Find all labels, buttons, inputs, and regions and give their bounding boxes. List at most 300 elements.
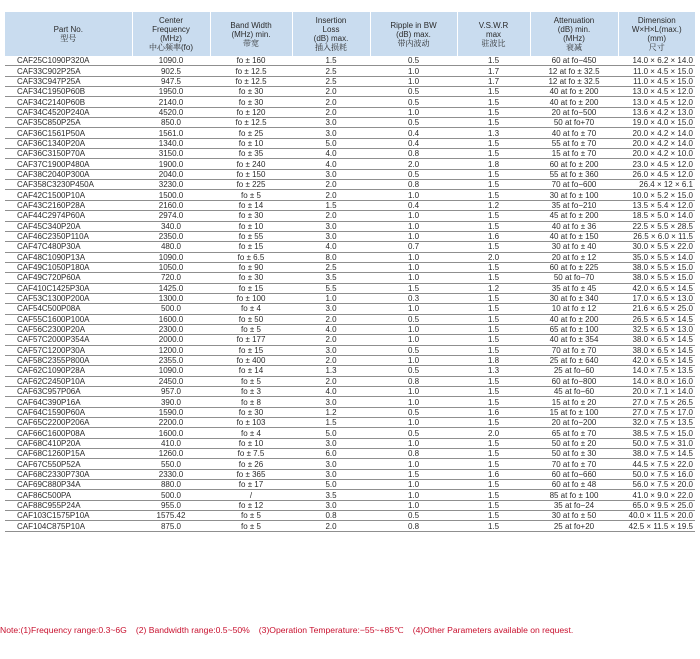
cell-insertion-loss: 3.0 <box>292 169 370 179</box>
cell-part-no: CAF410C1425P30A <box>5 283 132 293</box>
cell-center-frequency: 2040.0 <box>132 169 210 179</box>
table-row <box>5 314 695 324</box>
table-row <box>5 449 695 459</box>
cell-dimension: 23.0 × 4.5 × 12.0 <box>618 159 695 169</box>
cell-insertion-loss: 3.0 <box>292 128 370 138</box>
cell-insertion-loss: 3.0 <box>292 345 370 355</box>
cell-dimension: 35.0 × 5.5 × 14.0 <box>618 252 695 262</box>
cell-ripple: 1.0 <box>370 397 457 407</box>
table-header <box>5 12 695 56</box>
cell-vswr: 1.5 <box>457 511 530 521</box>
cell-attenuation: 65 at fo ± 70 <box>530 428 618 438</box>
cell-part-no: CAF68C410P20A <box>5 438 132 448</box>
cell-insertion-loss: 2.0 <box>292 180 370 190</box>
cell-band-width: / <box>210 490 292 500</box>
cell-ripple: 0.5 <box>370 314 457 324</box>
cell-band-width: fo ± 150 <box>210 169 292 179</box>
cell-attenuation: 60 at fo ± 200 <box>530 159 618 169</box>
cell-center-frequency: 2350.0 <box>132 231 210 241</box>
cell-part-no: CAF104C875P10A <box>5 521 132 531</box>
spec-table-container <box>5 12 695 532</box>
cell-ripple: 0.8 <box>370 180 457 190</box>
cell-vswr: 1.5 <box>457 107 530 117</box>
cell-part-no: CAF62C1090P28A <box>5 366 132 376</box>
cell-insertion-loss: 2.0 <box>292 521 370 531</box>
cell-insertion-loss: 1.5 <box>292 418 370 428</box>
cell-ripple: 0.3 <box>370 293 457 303</box>
cell-attenuation: 50 at fo−70 <box>530 273 618 283</box>
cell-vswr: 1.6 <box>457 407 530 417</box>
header-vswr-line: max <box>485 29 502 39</box>
cell-part-no: CAF358C3230P450A <box>5 180 132 190</box>
cell-dimension: 38.0 × 5.5 × 15.0 <box>618 262 695 272</box>
cell-vswr: 1.7 <box>457 66 530 76</box>
cell-attenuation: 40 at fo ± 36 <box>530 221 618 231</box>
cell-center-frequency: 902.5 <box>132 66 210 76</box>
cell-attenuation: 55 at fo ± 360 <box>530 169 618 179</box>
cell-part-no: CAF38C2040P300A <box>5 169 132 179</box>
cell-dimension: 56.0 × 7.5 × 20.0 <box>618 480 695 490</box>
table-row <box>5 118 695 128</box>
cell-dimension: 42.0 × 6.5 × 14.5 <box>618 283 695 293</box>
cell-insertion-loss: 3.0 <box>292 231 370 241</box>
cell-band-width: fo ± 7.5 <box>210 449 292 459</box>
cell-center-frequency: 2974.0 <box>132 211 210 221</box>
cell-dimension: 27.0 × 7.5 × 26.5 <box>618 397 695 407</box>
cell-band-width: fo ± 50 <box>210 314 292 324</box>
cell-vswr: 1.5 <box>457 56 530 66</box>
cell-center-frequency: 1090.0 <box>132 56 210 66</box>
cell-part-no: CAF37C1900P480A <box>5 159 132 169</box>
cell-center-frequency: 2330.0 <box>132 469 210 479</box>
header-center-frequency-line: 中心频率(fo) <box>149 43 193 52</box>
cell-ripple: 0.8 <box>370 376 457 386</box>
header-center-frequency-line: Center <box>158 16 183 25</box>
cell-dimension: 11.0 × 4.5 × 15.0 <box>618 66 695 76</box>
cell-vswr: 1.5 <box>457 438 530 448</box>
table-row <box>5 500 695 510</box>
cell-center-frequency: 3150.0 <box>132 149 210 159</box>
cell-ripple: 1.0 <box>370 500 457 510</box>
cell-attenuation: 30 at fo ± 50 <box>530 511 618 521</box>
cell-band-width: fo ± 30 <box>210 407 292 417</box>
table-row <box>5 76 695 86</box>
cell-attenuation: 40 at fo ± 150 <box>530 231 618 241</box>
cell-insertion-loss: 2.0 <box>292 376 370 386</box>
cell-dimension: 20.0 × 4.2 × 10.0 <box>618 149 695 159</box>
cell-part-no: CAF69C880P34A <box>5 480 132 490</box>
header-insertion-loss-line: 插入损耗 <box>315 43 347 52</box>
table-row <box>5 293 695 303</box>
cell-part-no: CAF86C500PA <box>5 490 132 500</box>
cell-part-no: CAF33C902P25A <box>5 66 132 76</box>
header-attenuation-line: (MHz) <box>563 34 585 43</box>
cell-attenuation: 50 at fo ± 30 <box>530 449 618 459</box>
cell-band-width: fo ± 12.5 <box>210 76 292 86</box>
cell-vswr: 1.5 <box>457 397 530 407</box>
cell-insertion-loss: 2.0 <box>292 87 370 97</box>
cell-attenuation: 45 at fo ± 200 <box>530 211 618 221</box>
table-row <box>5 149 695 159</box>
cell-part-no: CAF45C340P20A <box>5 221 132 231</box>
cell-attenuation: 35 at fo−210 <box>530 200 618 210</box>
cell-band-width: fo ± 5 <box>210 511 292 521</box>
cell-dimension: 11.0 × 4.5 × 15.0 <box>618 76 695 86</box>
cell-band-width: fo ± 30 <box>210 87 292 97</box>
cell-dimension: 32.0 × 7.5 × 13.5 <box>618 418 695 428</box>
cell-part-no: CAF54C500P08A <box>5 304 132 314</box>
cell-band-width: fo ± 10 <box>210 438 292 448</box>
cell-attenuation: 25 at fo ± 640 <box>530 355 618 365</box>
cell-ripple: 0.8 <box>370 521 457 531</box>
cell-band-width: fo ± 3 <box>210 387 292 397</box>
cell-band-width: fo ± 5 <box>210 521 292 531</box>
cell-insertion-loss: 1.5 <box>292 56 370 66</box>
table-row <box>5 335 695 345</box>
cell-insertion-loss: 3.0 <box>292 438 370 448</box>
header-dimension-line: W×H×L(max.) <box>631 25 682 34</box>
cell-insertion-loss: 5.5 <box>292 283 370 293</box>
cell-ripple: 1.0 <box>370 262 457 272</box>
cell-insertion-loss: 4.0 <box>292 159 370 169</box>
cell-dimension: 38.0 × 5.5 × 15.0 <box>618 273 695 283</box>
table-row <box>5 252 695 262</box>
cell-part-no: CAF68C1260P15A <box>5 449 132 459</box>
cell-part-no: CAF68C2330P730A <box>5 469 132 479</box>
cell-ripple: 0.5 <box>370 87 457 97</box>
cell-dimension: 14.0 × 6.2 × 14.0 <box>618 56 695 66</box>
filter-spec-table <box>5 12 695 532</box>
cell-part-no: CAF67C550P52A <box>5 459 132 469</box>
table-row <box>5 480 695 490</box>
table-row <box>5 469 695 479</box>
cell-insertion-loss: 2.0 <box>292 97 370 107</box>
cell-vswr: 2.0 <box>457 428 530 438</box>
cell-insertion-loss: 3.0 <box>292 304 370 314</box>
cell-band-width: fo ± 12.5 <box>210 118 292 128</box>
cell-part-no: CAF65C2200P206A <box>5 418 132 428</box>
cell-vswr: 1.5 <box>457 118 530 128</box>
cell-band-width: fo ± 14 <box>210 366 292 376</box>
cell-attenuation: 50 at fo ± 20 <box>530 438 618 448</box>
cell-center-frequency: 1090.0 <box>132 252 210 262</box>
cell-part-no: CAF88C955P24A <box>5 500 132 510</box>
table-row <box>5 418 695 428</box>
cell-attenuation: 12 at fo ± 32.5 <box>530 66 618 76</box>
table-row <box>5 87 695 97</box>
cell-vswr: 1.2 <box>457 200 530 210</box>
cell-insertion-loss: 2.0 <box>292 314 370 324</box>
header-band-width-line: Band Width <box>230 20 272 30</box>
cell-attenuation: 55 at fo ± 70 <box>530 138 618 148</box>
cell-part-no: CAF35C850P25A <box>5 118 132 128</box>
cell-band-width: fo ± 30 <box>210 211 292 221</box>
table-row <box>5 407 695 417</box>
cell-vswr: 1.5 <box>457 273 530 283</box>
cell-attenuation: 25 at fo+20 <box>530 521 618 531</box>
cell-center-frequency: 2300.0 <box>132 324 210 334</box>
cell-ripple: 0.8 <box>370 449 457 459</box>
cell-ripple: 0.5 <box>370 97 457 107</box>
cell-part-no: CAF56C2300P20A <box>5 324 132 334</box>
cell-attenuation: 70 at fo ± 70 <box>530 345 618 355</box>
cell-band-width: fo ± 30 <box>210 273 292 283</box>
cell-insertion-loss: 3.0 <box>292 500 370 510</box>
cell-band-width: fo ± 400 <box>210 355 292 365</box>
cell-vswr: 1.5 <box>457 490 530 500</box>
header-ripple <box>370 12 457 56</box>
cell-vswr: 1.6 <box>457 231 530 241</box>
table-row <box>5 159 695 169</box>
table-row <box>5 107 695 117</box>
cell-insertion-loss: 4.0 <box>292 242 370 252</box>
cell-band-width: fo ± 365 <box>210 469 292 479</box>
cell-center-frequency: 1500.0 <box>132 190 210 200</box>
header-dimension-line: (mm) <box>647 34 667 43</box>
cell-attenuation: 60 at fo−450 <box>530 56 618 66</box>
cell-dimension: 50.0 × 7.5 × 31.0 <box>618 438 695 448</box>
cell-center-frequency: 720.0 <box>132 273 210 283</box>
note-bandwidth-range: (2) Bandwidth range:0.5~50% <box>135 625 250 635</box>
cell-part-no: CAF36C1561P50A <box>5 128 132 138</box>
cell-vswr: 1.3 <box>457 366 530 376</box>
cell-ripple: 0.5 <box>370 366 457 376</box>
table-row <box>5 190 695 200</box>
table-row <box>5 397 695 407</box>
header-insertion-loss-line: Insertion <box>315 16 347 25</box>
cell-dimension: 30.0 × 5.5 × 22.0 <box>618 242 695 252</box>
table-row <box>5 355 695 365</box>
cell-band-width: fo ± 12.5 <box>210 66 292 76</box>
cell-vswr: 1.7 <box>457 76 530 86</box>
cell-center-frequency: 2160.0 <box>132 200 210 210</box>
cell-center-frequency: 1260.0 <box>132 449 210 459</box>
cell-band-width: fo ± 100 <box>210 293 292 303</box>
header-insertion-loss-line: (dB) max. <box>313 34 349 43</box>
note-other-parameters: (4)Other Parameters available on request. <box>412 625 574 635</box>
cell-insertion-loss: 3.0 <box>292 397 370 407</box>
cell-insertion-loss: 3.0 <box>292 118 370 128</box>
cell-vswr: 1.5 <box>457 149 530 159</box>
cell-ripple: 1.0 <box>370 211 457 221</box>
cell-center-frequency: 1900.0 <box>132 159 210 169</box>
cell-attenuation: 35 at fo ± 45 <box>530 283 618 293</box>
cell-dimension: 21.6 × 6.5 × 25.0 <box>618 304 695 314</box>
table-row <box>5 283 695 293</box>
cell-insertion-loss: 3.5 <box>292 273 370 283</box>
cell-vswr: 1.5 <box>457 387 530 397</box>
cell-ripple: 0.4 <box>370 128 457 138</box>
cell-part-no: CAF62C2450P10A <box>5 376 132 386</box>
cell-center-frequency: 1561.0 <box>132 128 210 138</box>
cell-insertion-loss: 1.0 <box>292 293 370 303</box>
cell-center-frequency: 4520.0 <box>132 107 210 117</box>
cell-insertion-loss: 6.0 <box>292 449 370 459</box>
cell-vswr: 1.8 <box>457 159 530 169</box>
cell-center-frequency: 1300.0 <box>132 293 210 303</box>
cell-center-frequency: 1050.0 <box>132 262 210 272</box>
cell-dimension: 38.0 × 6.5 × 14.5 <box>618 345 695 355</box>
cell-vswr: 1.5 <box>457 211 530 221</box>
cell-insertion-loss: 4.0 <box>292 149 370 159</box>
cell-insertion-loss: 2.0 <box>292 355 370 365</box>
cell-vswr: 1.5 <box>457 190 530 200</box>
cell-dimension: 13.0 × 4.5 × 12.0 <box>618 87 695 97</box>
table-row <box>5 97 695 107</box>
cell-insertion-loss: 2.5 <box>292 76 370 86</box>
cell-vswr: 2.0 <box>457 252 530 262</box>
cell-ripple: 1.0 <box>370 76 457 86</box>
cell-center-frequency: 550.0 <box>132 459 210 469</box>
cell-vswr: 1.6 <box>457 469 530 479</box>
cell-part-no: CAF46C2350P110A <box>5 231 132 241</box>
cell-band-width: fo ± 15 <box>210 283 292 293</box>
cell-dimension: 40.0 × 11.5 × 20.0 <box>618 511 695 521</box>
cell-insertion-loss: 2.0 <box>292 335 370 345</box>
cell-vswr: 1.5 <box>457 293 530 303</box>
header-attenuation-line: 衰减 <box>566 43 582 52</box>
cell-vswr: 1.5 <box>457 335 530 345</box>
cell-ripple: 1.0 <box>370 190 457 200</box>
cell-attenuation: 60 at fo ± 48 <box>530 480 618 490</box>
cell-band-width: fo ± 30 <box>210 97 292 107</box>
cell-ripple: 0.5 <box>370 169 457 179</box>
cell-insertion-loss: 3.0 <box>292 221 370 231</box>
cell-band-width: fo ± 225 <box>210 180 292 190</box>
cell-dimension: 20.0 × 4.2 × 14.0 <box>618 138 695 148</box>
cell-center-frequency: 955.0 <box>132 500 210 510</box>
cell-center-frequency: 1950.0 <box>132 87 210 97</box>
cell-dimension: 42.0 × 6.5 × 14.5 <box>618 355 695 365</box>
cell-band-width: fo ± 25 <box>210 128 292 138</box>
cell-part-no: CAF44C2974P60A <box>5 211 132 221</box>
cell-attenuation: 25 at fo−60 <box>530 366 618 376</box>
cell-center-frequency: 3230.0 <box>132 180 210 190</box>
cell-center-frequency: 2450.0 <box>132 376 210 386</box>
cell-center-frequency: 875.0 <box>132 521 210 531</box>
cell-attenuation: 20 at fo ± 12 <box>530 252 618 262</box>
cell-insertion-loss: 1.2 <box>292 407 370 417</box>
cell-ripple: 1.0 <box>370 459 457 469</box>
header-band-width-line: 带宽 <box>243 38 259 48</box>
cell-insertion-loss: 0.8 <box>292 511 370 521</box>
header-dimension-line: Dimension <box>637 16 676 25</box>
cell-band-width: fo ± 15 <box>210 345 292 355</box>
header-band-width-line: (MHz) min. <box>231 29 271 39</box>
cell-vswr: 1.5 <box>457 314 530 324</box>
cell-part-no: CAF55C1600P100A <box>5 314 132 324</box>
cell-insertion-loss: 2.0 <box>292 211 370 221</box>
cell-center-frequency: 850.0 <box>132 118 210 128</box>
cell-part-no: CAF57C1200P30A <box>5 345 132 355</box>
cell-part-no: CAF33C947P25A <box>5 76 132 86</box>
cell-dimension: 32.5 × 6.5 × 13.0 <box>618 324 695 334</box>
cell-part-no: CAF57C2000P354A <box>5 335 132 345</box>
cell-attenuation: 85 at fo ± 100 <box>530 490 618 500</box>
cell-band-width: fo ± 103 <box>210 418 292 428</box>
header-dimension <box>618 12 695 56</box>
cell-dimension: 38.0 × 6.5 × 14.5 <box>618 335 695 345</box>
cell-ripple: 1.0 <box>370 480 457 490</box>
cell-band-width: fo ± 120 <box>210 107 292 117</box>
header-attenuation <box>530 12 618 56</box>
cell-center-frequency: 2355.0 <box>132 355 210 365</box>
cell-ripple: 1.0 <box>370 273 457 283</box>
cell-center-frequency: 957.0 <box>132 387 210 397</box>
cell-center-frequency: 1600.0 <box>132 314 210 324</box>
cell-attenuation: 45 at fo−60 <box>530 387 618 397</box>
table-row <box>5 304 695 314</box>
header-row <box>5 12 695 56</box>
cell-band-width: fo ± 5 <box>210 376 292 386</box>
cell-dimension: 18.5 × 5.0 × 14.0 <box>618 211 695 221</box>
table-row <box>5 169 695 179</box>
cell-vswr: 1.5 <box>457 459 530 469</box>
cell-ripple: 1.0 <box>370 387 457 397</box>
header-part-no-line: 型号 <box>60 34 77 43</box>
cell-center-frequency: 880.0 <box>132 480 210 490</box>
cell-band-width: fo ± 160 <box>210 56 292 66</box>
header-dimension-line: 尺寸 <box>648 43 665 52</box>
cell-part-no: CAF53C1300P200A <box>5 293 132 303</box>
table-body <box>5 56 695 531</box>
cell-part-no: CAF36C3150P70A <box>5 149 132 159</box>
cell-band-width: fo ± 17 <box>210 480 292 490</box>
table-row <box>5 376 695 386</box>
cell-ripple: 1.5 <box>370 469 457 479</box>
cell-vswr: 1.5 <box>457 418 530 428</box>
cell-ripple: 1.0 <box>370 418 457 428</box>
cell-band-width: fo ± 177 <box>210 335 292 345</box>
cell-part-no: CAF64C390P16A <box>5 397 132 407</box>
cell-part-no: CAF49C1050P180A <box>5 262 132 272</box>
cell-ripple: 1.0 <box>370 490 457 500</box>
cell-center-frequency: 2140.0 <box>132 97 210 107</box>
cell-vswr: 1.5 <box>457 180 530 190</box>
cell-band-width: fo ± 10 <box>210 138 292 148</box>
cell-dimension: 26.0 × 4.5 × 12.0 <box>618 169 695 179</box>
table-row <box>5 521 695 531</box>
cell-attenuation: 60 at fo ± 225 <box>530 262 618 272</box>
cell-part-no: CAF48C1090P13A <box>5 252 132 262</box>
cell-dimension: 10.0 × 5.2 × 15.0 <box>618 190 695 200</box>
cell-attenuation: 30 at fo ± 100 <box>530 190 618 200</box>
cell-part-no: CAF25C1090P320A <box>5 56 132 66</box>
cell-vswr: 1.5 <box>457 480 530 490</box>
cell-insertion-loss: 3.0 <box>292 459 370 469</box>
cell-ripple: 1.0 <box>370 231 457 241</box>
cell-insertion-loss: 3.0 <box>292 469 370 479</box>
cell-ripple: 1.0 <box>370 438 457 448</box>
table-row <box>5 345 695 355</box>
header-center-frequency-line: (MHz) <box>160 34 182 43</box>
cell-band-width: fo ± 15 <box>210 242 292 252</box>
cell-center-frequency: 947.5 <box>132 76 210 86</box>
cell-vswr: 1.5 <box>457 345 530 355</box>
cell-ripple: 0.4 <box>370 138 457 148</box>
cell-part-no: CAF42C1500P10A <box>5 190 132 200</box>
header-attenuation-line: Attenuation <box>553 16 595 25</box>
table-row <box>5 273 695 283</box>
cell-part-no: CAF47C480P30A <box>5 242 132 252</box>
cell-insertion-loss: 5.0 <box>292 138 370 148</box>
table-row <box>5 366 695 376</box>
cell-dimension: 44.5 × 7.5 × 22.0 <box>618 459 695 469</box>
cell-center-frequency: 1090.0 <box>132 366 210 376</box>
cell-part-no: CAF63C957P06A <box>5 387 132 397</box>
cell-dimension: 26.5 × 6.0 × 11.5 <box>618 231 695 241</box>
cell-ripple: 0.5 <box>370 428 457 438</box>
